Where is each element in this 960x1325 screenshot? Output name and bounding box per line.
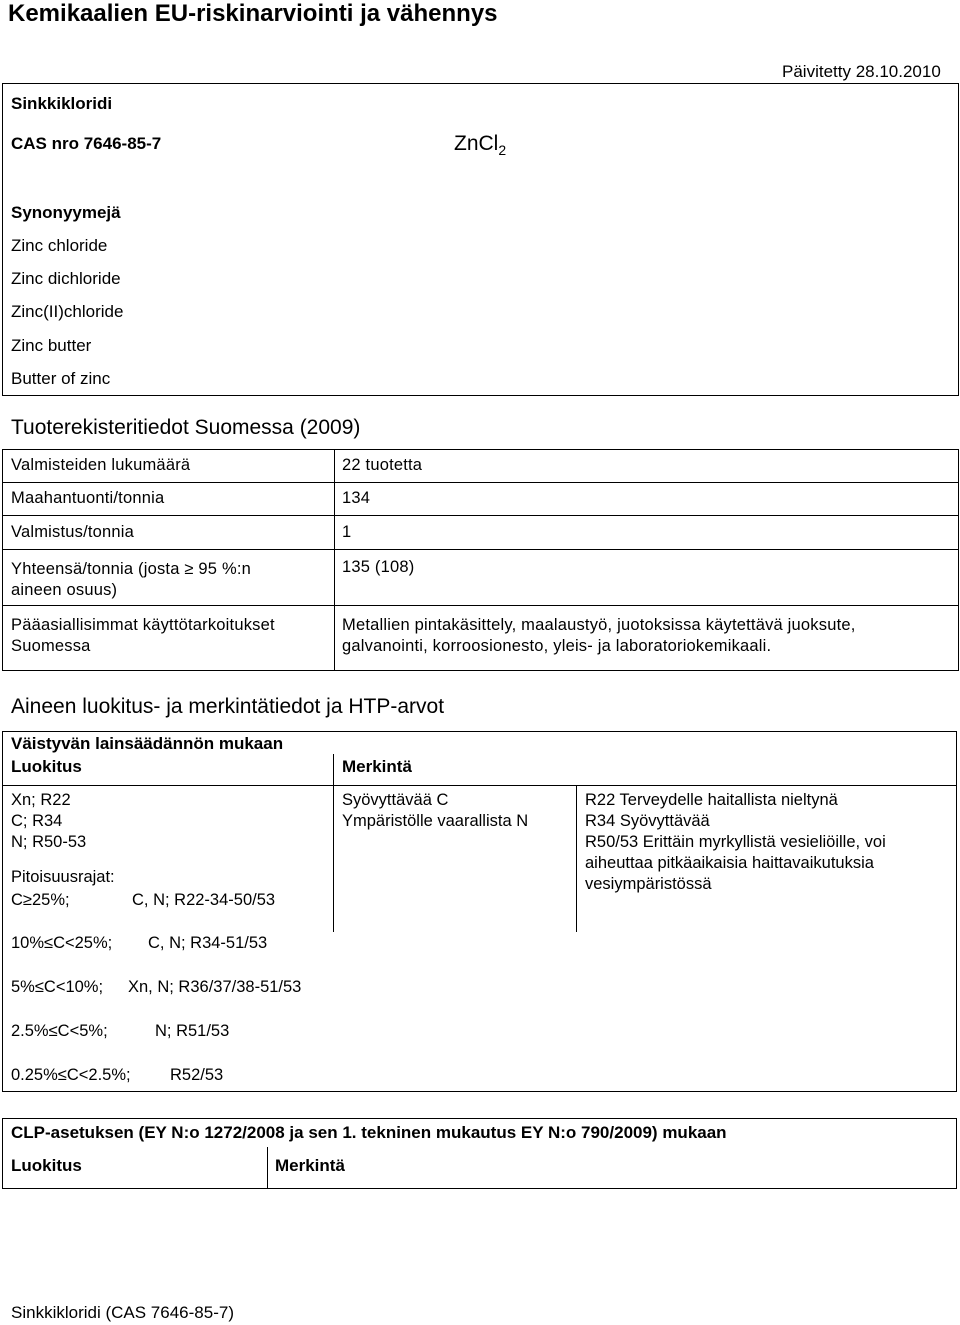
classification-codes: Xn; R22 C; R34 N; R50-53 <box>11 791 87 851</box>
col-merkinta: Merkintä <box>342 757 412 776</box>
synonym-item: Butter of zinc <box>11 369 111 388</box>
registry-value: 1 <box>342 523 352 541</box>
registry-value: Metallien pintakäsittely, maalaustyö, juotoksissa käytettävä juoksute, galvanointi, korroosionesto, yleis- ja laboratoriokemikaali. <box>342 616 856 655</box>
page-title: Kemikaalien EU-riskinarviointi ja vähennys <box>8 0 498 27</box>
registry-label: Yhteensä/tonnia (josta ≥ 95 %:n aineen osuus) <box>11 560 251 599</box>
limit-class: C, N; R22-34-50/53 <box>132 891 276 909</box>
substance-box <box>2 83 959 396</box>
registry-heading: Tuoterekisteritiedot Suomessa (2009) <box>11 416 361 439</box>
classification-heading: Aineen luokitus- ja merkintätiedot ja HTP-arvot <box>11 695 445 718</box>
synonyms-heading: Synonyymejä <box>11 203 121 222</box>
limit-range: 2.5%≤C<5%; <box>11 1022 108 1040</box>
synonym-item: Zinc dichloride <box>11 269 121 288</box>
old-legislation-title: Väistyvän lainsäädännön mukaan <box>11 734 284 753</box>
synonym-item: Zinc butter <box>11 336 92 355</box>
registry-value: 134 <box>342 489 371 507</box>
risk-phrases: R22 Terveydelle haitallista nieltynä R34 Syövyttävää R50/53 Erittäin myrkyllistä vesieliöille, voi aiheuttaa pitkäaikaisia haittavaikutuksia vesiympäristössä <box>585 791 886 893</box>
synonym-item: Zinc chloride <box>11 236 108 255</box>
substance-name: Sinkkikloridi <box>11 94 113 113</box>
limits-label: Pitoisuusrajat: <box>11 868 115 886</box>
col-luokitus: Luokitus <box>11 757 82 776</box>
registry-label: Maahantuonti/tonnia <box>11 489 165 507</box>
registry-label: Pääasiallisimmat käyttötarkoitukset Suomessa <box>11 616 275 655</box>
chemical-formula <box>454 131 506 163</box>
limit-range: C≥25%; <box>11 891 70 909</box>
limit-class: N; R51/53 <box>155 1022 230 1040</box>
registry-value: 135 (108) <box>342 558 415 576</box>
limit-class: R52/53 <box>170 1066 224 1084</box>
registry-value: 22 tuotetta <box>342 456 423 474</box>
limit-range: 5%≤C<10%; <box>11 978 104 996</box>
clp-col-merkinta: Merkintä <box>275 1156 345 1175</box>
formula-main: ZnCl <box>454 132 499 155</box>
hazard-symbols: Syövyttävää C Ympäristölle vaarallista N <box>342 791 529 830</box>
updated-date: Päivitetty 28.10.2010 <box>782 62 941 81</box>
registry-label: Valmistus/tonnia <box>11 523 135 541</box>
registry-label: Valmisteiden lukumäärä <box>11 456 191 474</box>
limit-class: C, N; R34-51/53 <box>148 934 268 952</box>
limit-range: 0.25%≤C<2.5%; <box>11 1066 131 1084</box>
formula-subscript: 2 <box>498 142 507 159</box>
limit-class: Xn, N; R36/37/38-51/53 <box>128 978 302 996</box>
synonym-item: Zinc(II)chloride <box>11 302 124 321</box>
clp-title: CLP-asetuksen (EY N:o 1272/2008 ja sen 1. tekninen mukautus EY N:o 790/2009) mukaan <box>11 1123 727 1142</box>
limit-range: 10%≤C<25%; <box>11 934 113 952</box>
footer-text: Sinkkikloridi (CAS 7646-85-7) <box>11 1303 234 1322</box>
clp-col-luokitus: Luokitus <box>11 1156 82 1175</box>
cas-number: CAS nro 7646-85-7 <box>11 134 162 153</box>
